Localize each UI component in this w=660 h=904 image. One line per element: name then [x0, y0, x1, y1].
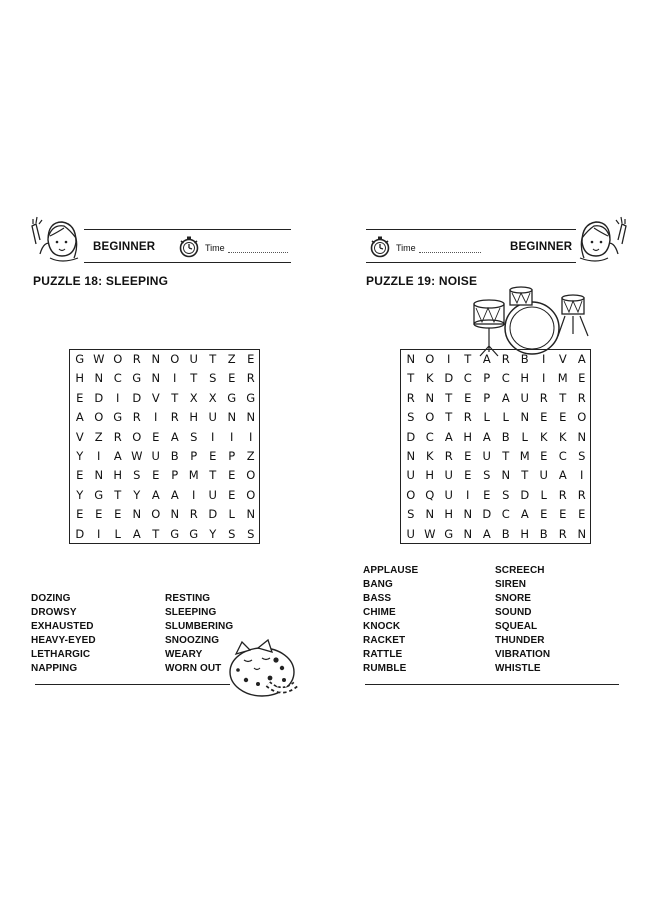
grid-letter[interactable]: T — [209, 352, 217, 366]
grid-letter[interactable]: E — [152, 468, 160, 483]
grid-letter[interactable]: D — [132, 390, 142, 405]
grid-letter[interactable]: E — [209, 449, 217, 463]
grid-letter[interactable]: R — [132, 410, 141, 425]
header-top-rule — [366, 229, 576, 230]
grid-letter[interactable]: V — [151, 390, 160, 405]
grid-letter[interactable]: N — [577, 526, 587, 541]
grid-letter[interactable]: R — [246, 371, 255, 386]
grid-letter[interactable]: R — [577, 390, 586, 405]
grid-letter[interactable]: H — [463, 429, 473, 444]
word-list-item: LETHARGIC — [31, 649, 91, 660]
grid-letter[interactable]: U — [520, 390, 529, 405]
grid-letter[interactable]: G — [132, 371, 142, 386]
grid-letter[interactable]: I — [97, 526, 101, 541]
grid-letter[interactable]: C — [501, 507, 510, 522]
grid-letter[interactable]: N — [425, 507, 435, 522]
grid-letter[interactable]: K — [425, 449, 434, 463]
grid-letter[interactable]: H — [444, 507, 454, 522]
grid-letter[interactable]: C — [558, 449, 567, 463]
grid-letter[interactable]: A — [170, 429, 179, 444]
grid-letter[interactable]: S — [407, 410, 415, 425]
grid-letter[interactable]: O — [406, 487, 416, 502]
grid-letter[interactable]: N — [246, 507, 256, 522]
grid-letter[interactable]: L — [540, 487, 547, 502]
grid-letter[interactable]: O — [246, 487, 256, 502]
grid-letter[interactable]: S — [407, 507, 415, 522]
word-list-item: KNOCK — [363, 621, 401, 632]
grid-letter[interactable]: Z — [227, 352, 236, 366]
grid-letter[interactable]: E — [247, 352, 255, 366]
grid-letter[interactable]: O — [132, 429, 142, 444]
grid-letter[interactable]: E — [559, 507, 567, 522]
grid-letter[interactable]: E — [540, 410, 548, 425]
word-list-item: RUMBLE — [363, 663, 407, 674]
footer-rule — [365, 684, 619, 685]
grid-letter[interactable]: R — [539, 390, 548, 405]
grid-letter[interactable]: N — [406, 352, 416, 366]
grid-letter[interactable]: A — [482, 526, 491, 541]
grid-letter[interactable]: Y — [76, 449, 84, 463]
grid-letter[interactable]: U — [151, 449, 160, 463]
grid-letter[interactable]: Y — [76, 487, 84, 502]
word-list-item: SLUMBERING — [165, 621, 234, 632]
grid-letter[interactable]: P — [171, 468, 179, 483]
word-list-item: SCREECH — [495, 565, 545, 576]
grid-letter[interactable]: U — [444, 468, 453, 483]
grid-letter[interactable]: A — [113, 449, 122, 463]
grid-letter[interactable]: O — [94, 410, 104, 425]
grid-letter[interactable]: U — [482, 449, 491, 463]
puzzle-title: PUZZLE 19: NOISE — [366, 274, 478, 288]
grid-letter[interactable]: O — [246, 468, 256, 483]
grid-letter[interactable]: A — [501, 390, 510, 405]
grid-letter[interactable]: M — [519, 449, 530, 463]
grid-letter[interactable]: B — [170, 449, 179, 463]
grid-letter[interactable]: T — [521, 468, 529, 483]
grid-letter[interactable]: R — [558, 487, 567, 502]
grid-letter[interactable]: K — [425, 371, 434, 386]
grid-letter[interactable]: R — [463, 410, 472, 425]
grid-letter[interactable]: X — [189, 390, 198, 405]
word-list-item: WORN OUT — [165, 663, 222, 674]
header-top-rule — [84, 229, 291, 230]
grid-letter[interactable]: B — [501, 429, 510, 444]
grid-letter[interactable]: E — [152, 429, 160, 444]
grid-letter[interactable]: P — [190, 449, 198, 463]
word-list-item: THUNDER — [495, 635, 545, 646]
grid-letter[interactable]: W — [424, 526, 436, 541]
grid-letter[interactable]: E — [540, 507, 548, 522]
grid-letter[interactable]: A — [132, 526, 141, 541]
grid-letter[interactable]: S — [209, 371, 217, 386]
puzzle-title: PUZZLE 18: SLEEPING — [33, 274, 169, 288]
grid-letter[interactable]: R — [113, 429, 122, 444]
grid-letter[interactable]: A — [482, 352, 491, 366]
grid-letter[interactable]: E — [76, 390, 84, 405]
grid-letter[interactable]: I — [173, 371, 177, 386]
time-label: Time — [396, 243, 416, 253]
grid-letter[interactable]: T — [190, 371, 198, 386]
grid-letter[interactable]: N — [94, 468, 104, 483]
grid-letter[interactable]: Z — [94, 429, 103, 444]
grid-letter[interactable]: Q — [425, 487, 435, 502]
grid-letter[interactable]: A — [482, 429, 491, 444]
grid-letter[interactable]: O — [170, 352, 180, 366]
word-list-item: NAPPING — [31, 663, 78, 674]
time-label: Time — [205, 243, 225, 253]
grid-letter[interactable]: E — [114, 507, 122, 522]
grid-letter[interactable]: N — [520, 410, 530, 425]
stopwatch-icon — [177, 235, 201, 259]
grid-letter[interactable]: R — [501, 352, 510, 366]
grid-letter[interactable]: I — [192, 487, 196, 502]
word-list-item: DROWSY — [31, 607, 77, 618]
grid-letter[interactable]: Y — [133, 487, 141, 502]
grid-letter[interactable]: N — [246, 410, 256, 425]
word-list-item: WEARY — [165, 649, 203, 660]
grid-letter[interactable]: R — [577, 487, 586, 502]
grid-letter[interactable]: O — [113, 352, 123, 366]
grid-letter[interactable]: C — [425, 429, 434, 444]
grid-letter[interactable]: T — [559, 390, 567, 405]
grid-letter[interactable]: S — [483, 468, 491, 483]
grid-letter[interactable]: D — [208, 507, 218, 522]
grid-letter[interactable]: S — [228, 526, 236, 541]
grid-letter[interactable]: D — [482, 507, 492, 522]
grid-letter[interactable]: T — [209, 468, 217, 483]
grid-letter[interactable]: N — [577, 429, 587, 444]
word-list-item: RATTLE — [363, 649, 403, 660]
grid-letter[interactable]: K — [558, 429, 567, 444]
grid-letter[interactable]: W — [93, 352, 105, 366]
grid-letter[interactable]: L — [521, 429, 528, 444]
word-list-item: SLEEPING — [165, 607, 217, 618]
grid-letter[interactable]: T — [502, 449, 510, 463]
grid-letter[interactable]: G — [94, 487, 104, 502]
grid-letter[interactable]: H — [520, 371, 530, 386]
grid-letter[interactable]: N — [463, 507, 473, 522]
grid-letter[interactable]: E — [228, 487, 236, 502]
grid-letter[interactable]: T — [464, 352, 472, 366]
word-list-item: APPLAUSE — [363, 565, 419, 576]
grid-letter[interactable]: T — [445, 390, 453, 405]
grid-letter[interactable]: A — [444, 429, 453, 444]
grid-letter[interactable]: E — [76, 468, 84, 483]
grid-letter[interactable]: N — [463, 526, 473, 541]
grid-letter[interactable]: G — [246, 390, 256, 405]
word-list-item: SNORE — [495, 593, 532, 604]
word-list-item: EXHAUSTED — [31, 621, 94, 632]
grid-letter[interactable]: G — [170, 526, 180, 541]
grid-letter[interactable]: N — [501, 468, 511, 483]
grid-letter[interactable]: U — [208, 410, 217, 425]
grid-letter[interactable]: N — [151, 352, 161, 366]
grid-letter[interactable]: T — [445, 410, 453, 425]
grid-letter[interactable]: E — [483, 487, 491, 502]
grid-letter[interactable]: S — [502, 487, 510, 502]
grid-letter[interactable]: E — [578, 371, 586, 386]
grid-letter[interactable]: N — [132, 507, 142, 522]
grid-letter[interactable]: A — [520, 507, 529, 522]
grid-letter[interactable]: U — [539, 468, 548, 483]
grid-letter[interactable]: Y — [209, 526, 217, 541]
grid-letter[interactable]: N — [151, 371, 161, 386]
grid-letter[interactable]: U — [189, 352, 198, 366]
grid-letter[interactable]: I — [97, 449, 101, 463]
grid-letter[interactable]: E — [559, 410, 567, 425]
grid-letter[interactable]: A — [75, 410, 84, 425]
grid-letter[interactable]: S — [133, 468, 141, 483]
grid-letter[interactable]: U — [406, 468, 415, 483]
grid-letter[interactable]: O — [151, 507, 161, 522]
time-input-line[interactable] — [419, 252, 481, 253]
grid-letter[interactable]: A — [577, 352, 586, 366]
grid-letter[interactable]: U — [208, 487, 217, 502]
grid-letter[interactable]: R — [189, 507, 198, 522]
grid-letter[interactable]: G — [444, 526, 454, 541]
word-list-item: VIBRATION — [495, 649, 551, 660]
grid-letter[interactable]: I — [466, 487, 470, 502]
grid-letter[interactable]: M — [557, 371, 568, 386]
grid-letter[interactable]: E — [464, 390, 472, 405]
grid-letter[interactable]: N — [227, 410, 237, 425]
grid-letter[interactable]: H — [75, 371, 85, 386]
grid-letter[interactable]: P — [483, 371, 491, 386]
grid-letter[interactable]: I — [154, 410, 158, 425]
word-list-item: DOZING — [31, 593, 71, 604]
word-list-item: HEAVY-EYED — [31, 635, 96, 646]
grid-letter[interactable]: P — [228, 449, 236, 463]
grid-letter[interactable]: E — [76, 507, 84, 522]
grid-letter[interactable]: S — [578, 449, 586, 463]
grid-letter[interactable]: A — [558, 468, 567, 483]
grid-letter[interactable]: T — [152, 526, 160, 541]
grid-letter[interactable]: O — [425, 410, 435, 425]
grid-letter[interactable]: O — [425, 352, 435, 366]
grid-letter[interactable]: N — [94, 371, 104, 386]
word-list-item: BASS — [363, 593, 392, 604]
sleeping-cat-icon — [218, 638, 300, 702]
grid-letter[interactable]: D — [444, 371, 454, 386]
girl-waving-icon — [570, 214, 628, 264]
grid-letter[interactable]: I — [211, 429, 215, 444]
grid-letter[interactable]: I — [542, 352, 546, 366]
grid-letter[interactable]: C — [501, 371, 510, 386]
grid-letter[interactable]: Z — [246, 449, 255, 463]
level-label: BEGINNER — [510, 241, 573, 253]
grid-letter[interactable]: O — [577, 410, 587, 425]
grid-letter[interactable]: D — [75, 526, 85, 541]
word-list-item: CHIME — [363, 607, 396, 618]
word-list-item: WHISTLE — [495, 663, 541, 674]
girl-waving-icon — [30, 214, 88, 264]
word-search-grid — [69, 349, 260, 544]
grid-letter[interactable]: H — [113, 468, 123, 483]
grid-letter[interactable]: R — [170, 410, 179, 425]
grid-letter[interactable]: U — [406, 526, 415, 541]
grid-letter[interactable]: I — [230, 429, 234, 444]
word-list-item: SQUEAL — [495, 621, 538, 632]
grid-letter[interactable]: L — [502, 410, 509, 425]
grid-letter[interactable]: I — [249, 429, 253, 444]
grid-letter[interactable]: I — [116, 390, 120, 405]
grid-letter[interactable]: E — [95, 507, 103, 522]
grid-letter[interactable]: N — [406, 449, 416, 463]
grid-letter[interactable]: I — [580, 468, 584, 483]
grid-letter[interactable]: P — [483, 390, 491, 405]
grid-letter[interactable]: B — [501, 526, 510, 541]
grid-letter[interactable]: W — [131, 449, 143, 463]
time-input-line[interactable] — [228, 252, 288, 253]
level-label: BEGINNER — [93, 241, 156, 253]
grid-letter[interactable]: B — [539, 526, 548, 541]
grid-letter[interactable]: E — [540, 449, 548, 463]
grid-letter[interactable]: C — [113, 371, 122, 386]
grid-letter[interactable]: C — [463, 371, 472, 386]
grid-letter[interactable]: E — [464, 468, 472, 483]
word-list-item: SOUND — [495, 607, 532, 618]
grid-letter[interactable]: X — [208, 390, 217, 405]
grid-letter[interactable]: B — [520, 352, 529, 366]
grid-letter[interactable]: G — [227, 390, 237, 405]
right-page — [330, 0, 660, 904]
grid-letter[interactable]: L — [483, 410, 490, 425]
header-bottom-rule — [366, 262, 576, 263]
grid-letter[interactable]: I — [447, 352, 451, 366]
grid-letter[interactable]: L — [228, 507, 235, 522]
word-list-item: RACKET — [363, 635, 406, 646]
grid-letter[interactable]: T — [407, 371, 415, 386]
word-list-item: SNOOZING — [165, 635, 220, 646]
grid-letter[interactable]: V — [75, 429, 84, 444]
word-search-grid — [400, 349, 591, 544]
grid-letter[interactable]: U — [444, 487, 453, 502]
grid-letter[interactable]: R — [406, 390, 415, 405]
grid-letter[interactable]: E — [228, 468, 236, 483]
grid-letter[interactable]: G — [75, 352, 85, 366]
grid-letter[interactable]: D — [406, 429, 416, 444]
grid-letter[interactable]: R — [132, 352, 141, 366]
grid-letter[interactable]: S — [247, 526, 255, 541]
grid-letter[interactable]: I — [542, 371, 546, 386]
grid-letter[interactable]: D — [94, 390, 104, 405]
grid-letter[interactable]: A — [170, 487, 179, 502]
word-list-item: SIREN — [495, 579, 527, 590]
grid-letter[interactable]: H — [425, 468, 435, 483]
grid-letter[interactable]: H — [189, 410, 199, 425]
word-list-item: BANG — [363, 579, 393, 590]
grid-letter[interactable]: S — [190, 429, 198, 444]
grid-letter[interactable]: N — [425, 390, 435, 405]
grid-letter[interactable]: H — [520, 526, 530, 541]
grid-letter[interactable]: A — [151, 487, 160, 502]
grid-letter[interactable]: N — [170, 507, 180, 522]
grid-letter[interactable]: M — [188, 468, 199, 483]
grid-letter[interactable]: E — [464, 449, 472, 463]
word-list-item: RESTING — [165, 593, 211, 604]
grid-letter[interactable]: G — [113, 410, 123, 425]
grid-letter[interactable]: V — [558, 352, 567, 366]
grid-letter[interactable]: D — [520, 487, 530, 502]
grid-letter[interactable]: T — [171, 390, 179, 405]
grid-letter[interactable]: R — [444, 449, 453, 463]
footer-rule — [35, 684, 230, 685]
grid-letter[interactable]: E — [228, 371, 236, 386]
grid-letter[interactable]: K — [539, 429, 548, 444]
grid-letter[interactable]: T — [114, 487, 122, 502]
header-bottom-rule — [84, 262, 291, 263]
grid-letter[interactable]: G — [189, 526, 199, 541]
grid-letter[interactable]: R — [558, 526, 567, 541]
stopwatch-icon — [368, 235, 392, 259]
grid-letter[interactable]: E — [578, 507, 586, 522]
grid-letter[interactable]: L — [114, 526, 121, 541]
